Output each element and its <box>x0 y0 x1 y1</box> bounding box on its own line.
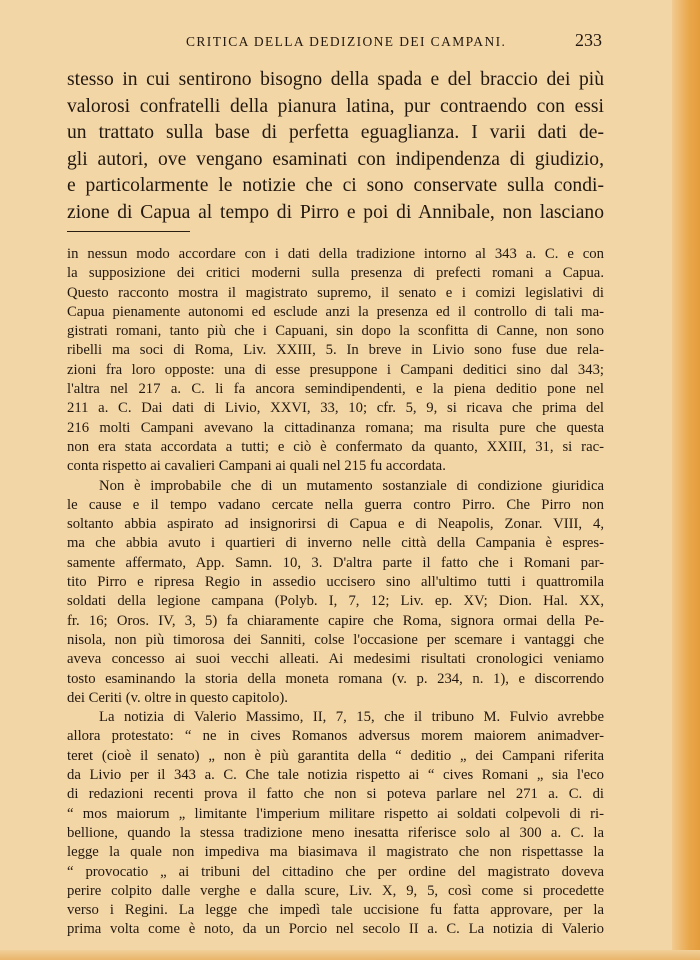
footnote-line: nisola, non più timorosa dei Sanniti, colse l'occasione per scemare i vantaggi che <box>67 631 604 648</box>
footnote-line: allora protestato: “ ne in cives Romanos adversus morem maiorem animadver- <box>67 728 604 745</box>
footnote-line: soldati della legione campana (Polyb. I, 7, 12; Liv. ep. XV; Dion. Hal. XX, <box>67 593 604 610</box>
running-head: CRITICA DELLA DEDIZIONE DEI CAMPANI. <box>186 34 507 49</box>
footnote-line: zioni fra loro opposte: una di esse presuppone i Campani deditici sino dal 343; <box>67 361 604 378</box>
main-text-line: e particolarmente le notizie che ci sono conservate sulla condi- <box>67 175 604 196</box>
footnote-block <box>67 245 604 940</box>
footnote-line: legge la quale non impediva ma biasimava il magistrato che non rispettasse la <box>67 844 604 861</box>
footnote-separator-rule <box>67 231 190 232</box>
footnote-line: perire colpito dalle verghe e dalla scure, Liv. X, 9, 5, così come si procedette <box>67 882 604 899</box>
footnote-line: le cause e il tempo vadano cercate nella guerra contro Pirro. Che Pirro non <box>67 496 604 513</box>
footnote-line: fr. 16; Oros. IV, 3, 5) fa chiaramente capire che Roma, signora ormai della Pe- <box>67 612 604 629</box>
footnote-line: verso i Regini. La legge che impedì tale uccisione fu fatta approvare, per la <box>67 902 604 919</box>
footnote-line: 216 molti Campani avevano la cittadinanza romana; ma risulta pure che questa <box>67 419 604 436</box>
footnote-line: prima volta come è noto, da un Porcio nel secolo II a. C. La notizia di Valerio <box>67 921 604 938</box>
footnote-line: teret (cioè il senato) „ non è più garantita della “ deditio „ dei Campani riferita <box>67 747 604 764</box>
page-number: 233 <box>575 30 602 50</box>
footnote-line: Capua pienamente autonomi ed esclude anzi la presenza ed il controllo di tali ma- <box>67 303 604 320</box>
footnote-line: ma che abbia avuto i quartieri di inverno nelle città della Campania è espres- <box>67 535 604 552</box>
footnote-line: conta rispetto ai cavalieri Campani ai quali nel 215 fu accordata. <box>67 458 446 475</box>
footnote-line: dei Ceriti (v. oltre in questo capitolo). <box>67 689 288 706</box>
page-edge-right <box>672 0 700 960</box>
footnote-line: “ mos maiorum „ limitante l'imperium militare rispetto ai soldati colpevoli di ri- <box>67 805 604 822</box>
footnote-line: in nessun modo accordare con i dati della tradizione intorno al 343 a. C. e con <box>67 246 604 262</box>
footnote-line: samente affermato, App. Samn. 10, 3. D'altra parte il fatto che i Romani par- <box>67 554 604 571</box>
main-text-line: valorosi confratelli della pianura latina, pur contraendo con essi <box>67 95 604 117</box>
main-text-line: stesso in cui sentirono bisogno della spada e del braccio dei più <box>67 69 604 90</box>
footnote-line: tosto esaminando la storia della moneta romana (v. p. 234, n. 1), e discorrendo <box>67 670 604 687</box>
footnote-line: di redazioni recenti prova il fatto che non si poteva parlare nel 271 a. C. di <box>67 786 604 803</box>
footnote-line: La notizia di Valerio Massimo, II, 7, 15, che il tribuno M. Fulvio avrebbe <box>99 709 604 726</box>
main-text-block <box>67 67 604 226</box>
page-edge-bottom <box>0 950 700 960</box>
footnote-line: Non è improbabile che di un mutamento sostanziale di condizione giuridica <box>99 477 604 494</box>
footnote-line: “ provocatio „ ai tribuni del cittadino che per ordine del magistrato doveva <box>67 863 604 880</box>
main-text-line: zione di Capua al tempo di Pirro e poi di Annibale, non lasciano <box>67 201 604 223</box>
footnote-line: aveva concesso ai suoi vecchi alleati. Ai medesimi risultati cronologici veniamo <box>67 651 604 668</box>
footnote-line: la supposizione dei critici moderni sulla presenza di prefecti romani a Capua. <box>67 265 604 282</box>
main-text-line: gli autori, ove vengano esaminati con indipendenza di giudizio, <box>67 148 604 170</box>
footnote-line: l'altra nel 217 a. C. li fa ancora semindipendenti, e la piena deditio pone nel <box>67 381 604 398</box>
footnote-line: Questo racconto mostra il magistrato supremo, il senato e i comizi legislativi di <box>67 284 604 301</box>
footnote-line: 211 a. C. Dai dati di Livio, XXVI, 33, 10; cfr. 5, 9, si ricava che prima del <box>67 400 604 417</box>
footnote-line: bellione, quando la stessa tradizione meno inesatta riferisce solo al 300 a. C. la <box>67 824 604 841</box>
footnote-line: soltanto abbia aspirato ad insignorirsi di Capua e di Neapolis, Zonar. VIII, 4, <box>67 516 604 533</box>
footnote-line: non era stata accordata a tutti; e ciò è confermato da quanto, XXIII, 31, si rac- <box>67 438 604 455</box>
footnote-line: ribelli ma soci di Roma, Liv. XXIII, 5. In breve in Livio sono fuse due rela- <box>67 342 604 359</box>
footnote-line: tito Pirro e ripresa Regio in assedio uccisero sino all'ultimo tutti i quattromila <box>67 574 604 591</box>
main-text-line: un trattato sulla base di perfetta eguaglianza. I varii dati de- <box>67 122 604 143</box>
footnote-line: da Livio per il 343 a. C. Che tale notizia rispetto ai “ cives Romani „ sia l'eco <box>67 767 604 784</box>
footnote-line: gistrati romani, tanto più che i Capuani, sin dopo la sconfitta di Canne, non sono <box>67 323 604 340</box>
